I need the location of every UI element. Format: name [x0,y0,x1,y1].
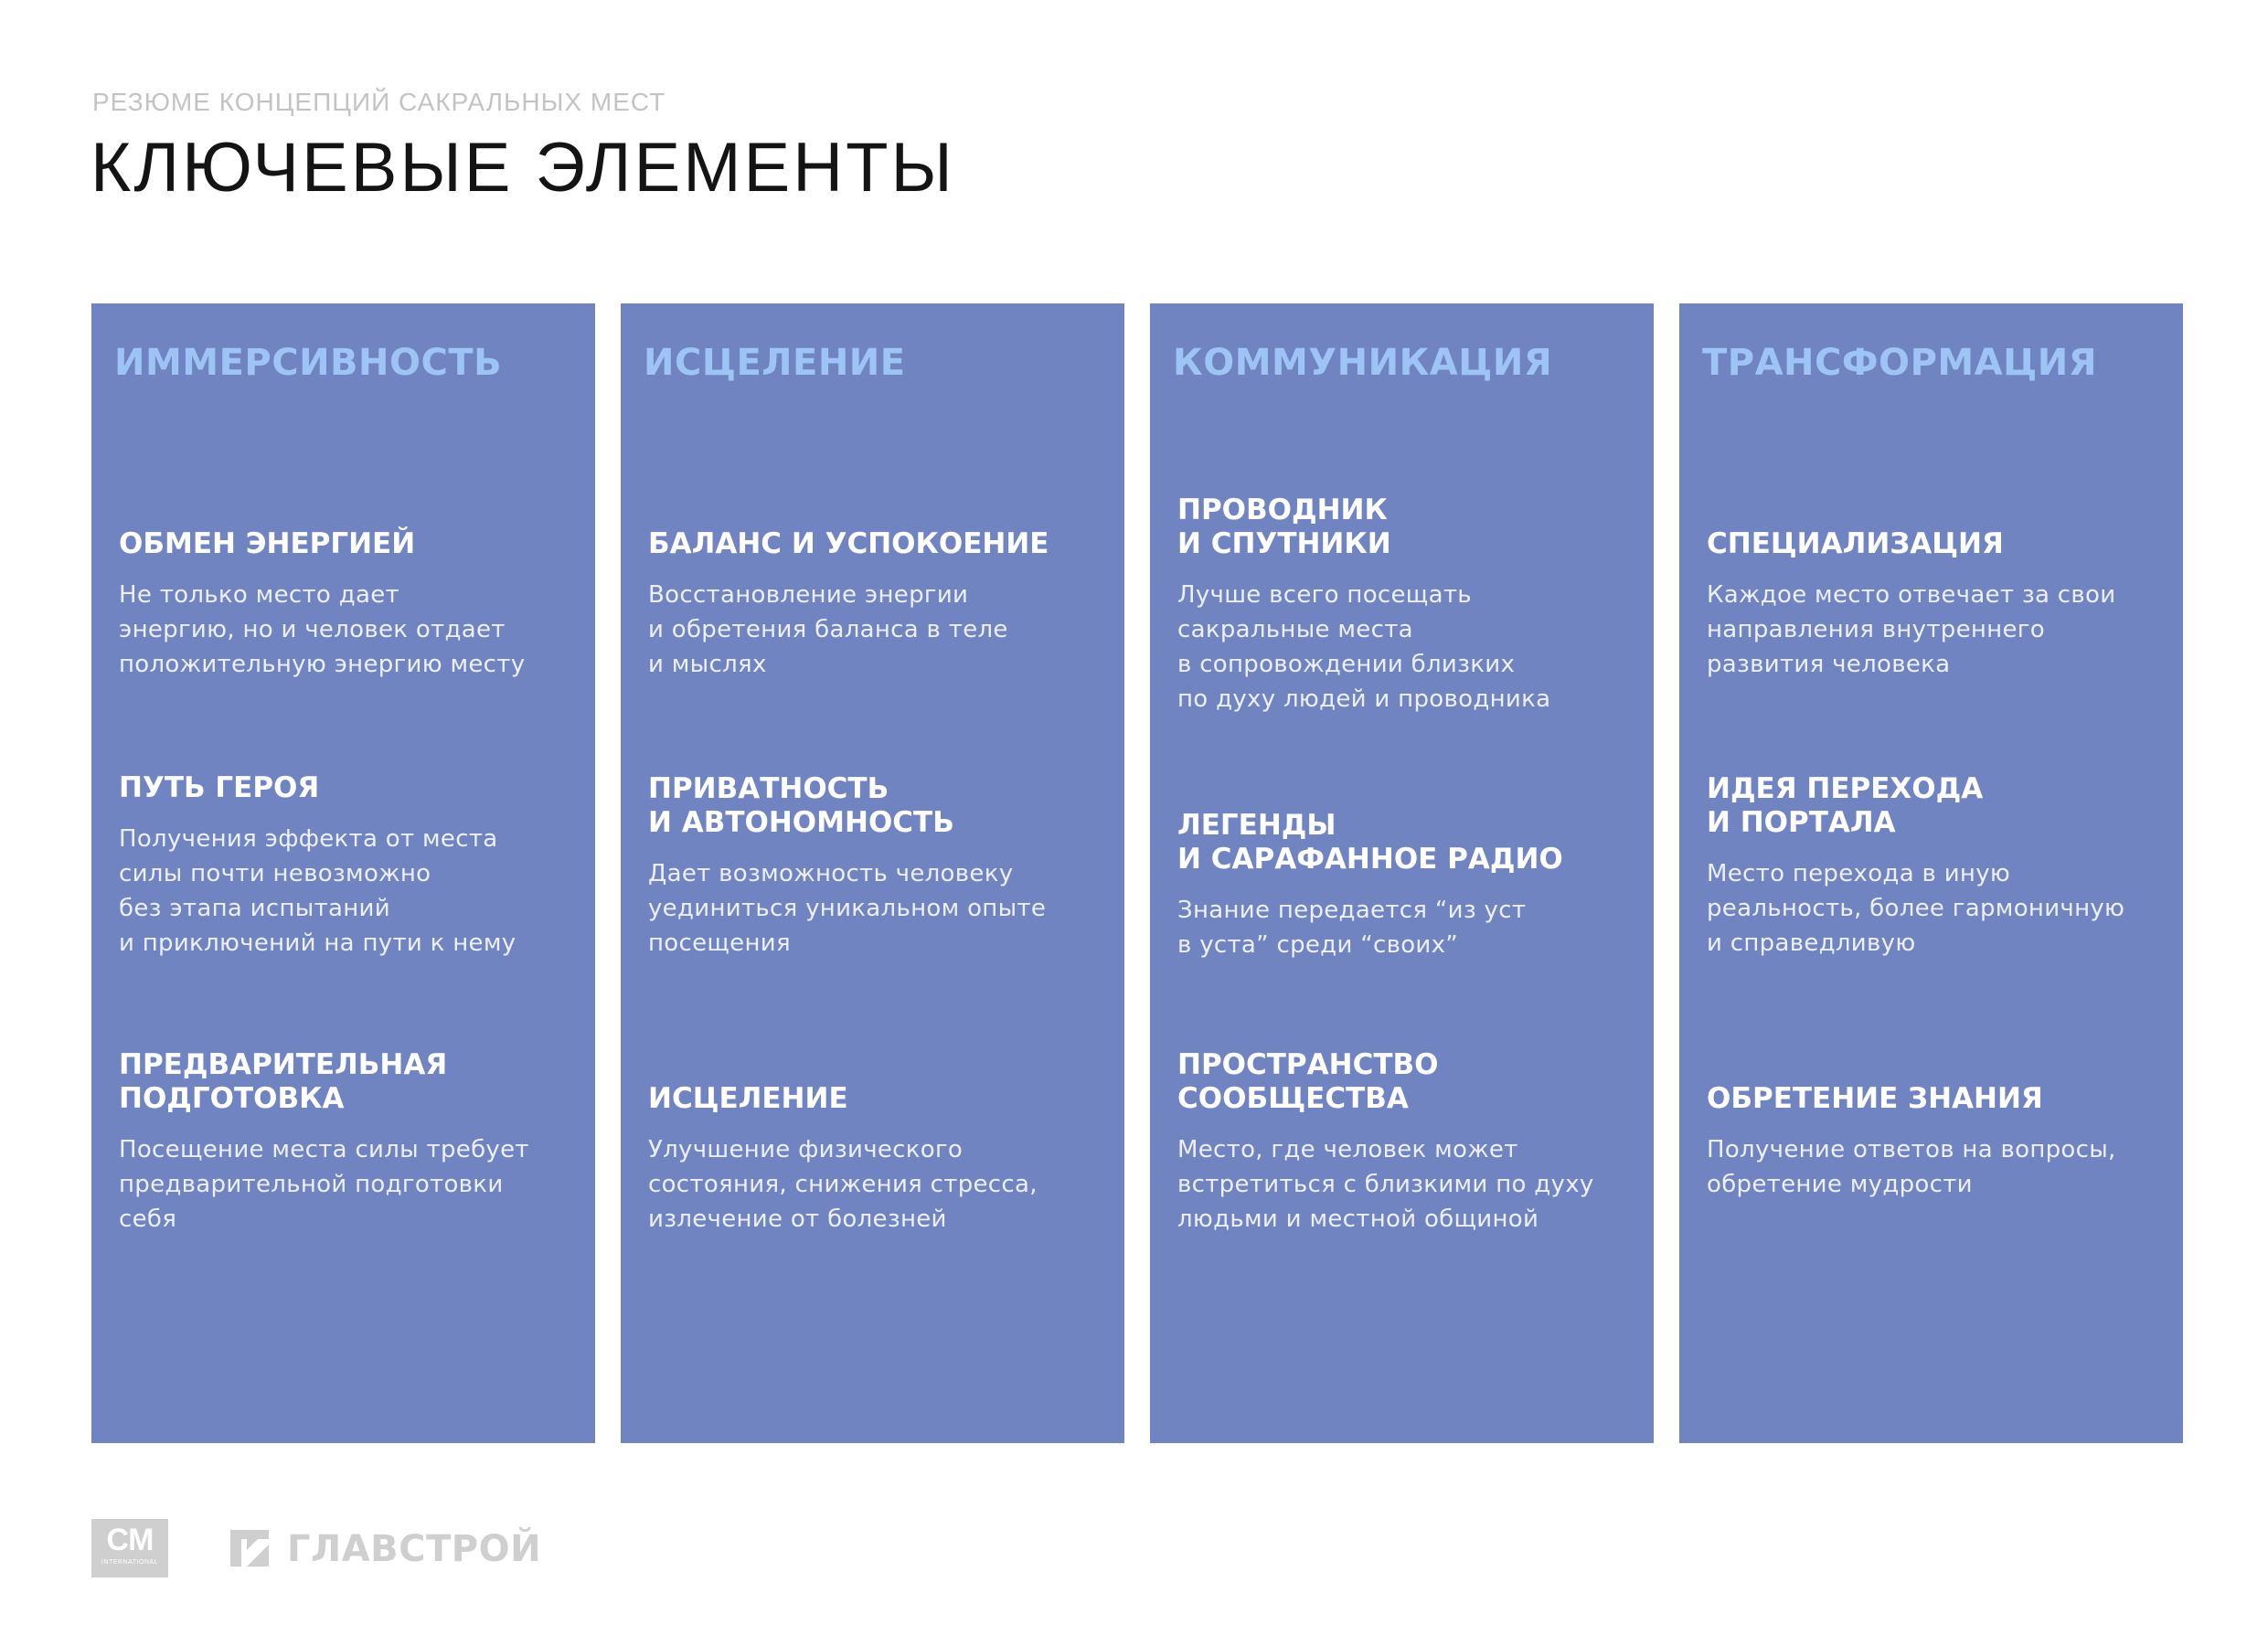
concept-block [1177,494,1635,717]
concept-heading: ИДЕЯ ПЕРЕХОДА И ПОРТАЛА [1707,772,1984,839]
page-kicker: РЕЗЮМЕ КОНЦЕПЦИЙ САКРАЛЬНЫХ МЕСТ [92,88,666,116]
column-title: ИММЕРСИВНОСТЬ [114,342,503,384]
column-healing [621,303,1124,1443]
concept-description: Лучше всего посещать сакральные места в сопровождении близких по духу людей и проводника [1177,581,1551,713]
concept-heading: ОБМЕН ЭНЕРГИЕЙ [119,527,416,560]
glavstroy-logo-icon [229,1526,271,1572]
page-title: КЛЮЧЕВЫЕ ЭЛЕМЕНТЫ [91,129,955,207]
glavstroy-logo [229,1527,541,1571]
concept-description: Не только место дает энергию, но и человек отдает положительную энергию месту [119,581,526,678]
concept-block [1177,809,1635,962]
column-immersiveness [91,303,595,1443]
concept-description: Получение ответов на вопросы, обретение мудрости [1707,1136,2116,1198]
concept-heading: ПУТЬ ГЕРОЯ [119,771,320,804]
concept-heading: ПРЕДВАРИТЕЛЬНАЯ ПОДГОТОВКА [119,1048,448,1115]
concept-block [1177,1048,1635,1237]
concept-block [119,527,577,682]
concept-block [1707,527,2165,682]
column-title: КОММУНИКАЦИЯ [1173,342,1553,384]
concept-description: Каждое место отвечает за свои направления внутреннего развития человека [1707,581,2116,678]
concept-description: Получения эффекта от места силы почти невозможно без этапа испытаний и приключений на пути к нему [119,825,516,957]
concept-block [648,527,1106,682]
concept-heading: ЛЕГЕНДЫ И САРАФАННОЕ РАДИО [1177,809,1563,876]
column-title: ТРАНСФОРМАЦИЯ [1702,342,2098,384]
concept-description: Место перехода в иную реальность, более гармоничную и справедливую [1707,860,2125,957]
glavstroy-logo-text: ГЛАВСТРОЙ [287,1528,542,1570]
column-title: ИСЦЕЛЕНИЕ [644,342,906,384]
cm-logo-subtitle: INTERNATIONAL [101,1559,158,1566]
concept-description: Место, где человек может встретиться с близкими по духу людьми и местной общиной [1177,1136,1594,1233]
column-transformation [1679,303,2183,1443]
concept-description: Знание передается “из уст в уста” среди “своих” [1177,897,1527,959]
concept-description: Дает возможность человеку уединиться уникальном опыте посещения [648,860,1047,957]
cm-international-logo [91,1519,168,1577]
concept-heading: БАЛАНС И УСПОКОЕНИЕ [648,527,1049,560]
concept-block [119,1048,577,1237]
column-communication [1150,303,1654,1443]
concept-block [119,771,577,961]
concept-description: Улучшение физического состояния, снижения стресса, излечение от болезней [648,1136,1038,1233]
concept-block [648,1082,1106,1237]
concept-heading: ОБРЕТЕНИЕ ЗНАНИЯ [1707,1082,2043,1115]
cm-logo-text: CM [106,1523,154,1557]
concept-block [1707,772,2165,961]
concept-heading: ПРИВАТНОСТЬ И АВТОНОМНОСТЬ [648,772,954,839]
concept-description: Восстановление энергии и обретения баланса в теле и мыслях [648,581,1008,678]
concept-heading: ПРОСТРАНСТВО СООБЩЕСТВА [1177,1048,1439,1115]
concept-heading: ИСЦЕЛЕНИЕ [648,1082,848,1115]
concept-heading: ПРОВОДНИК И СПУТНИКИ [1177,494,1391,560]
concept-block [648,772,1106,961]
concept-block [1707,1082,2165,1202]
concept-description: Посещение места силы требует предварительной подготовки себя [119,1136,529,1233]
concept-heading: СПЕЦИАЛИЗАЦИЯ [1707,527,2004,560]
